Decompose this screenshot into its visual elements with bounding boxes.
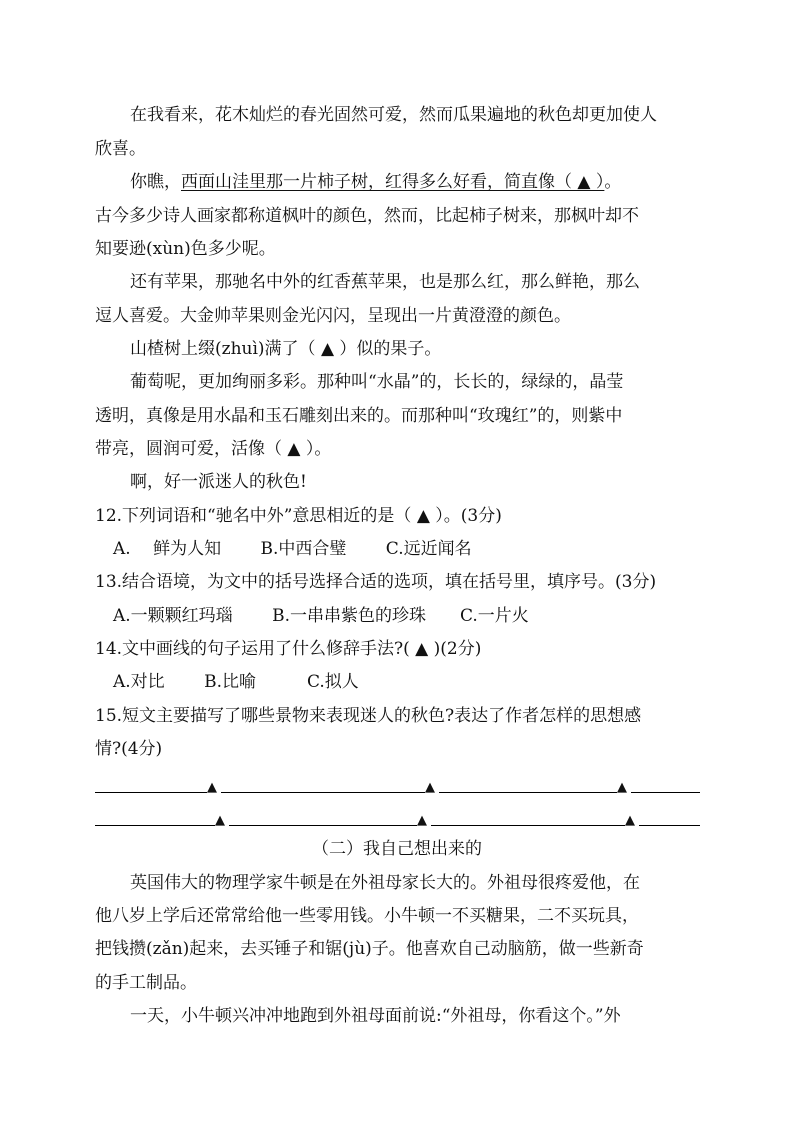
passage-line: 知要逊(xùn)色多少呢。 <box>95 239 276 259</box>
passage-line: 古今多少诗人画家都称道枫叶的颜色，然而，比起柿子树来，那枫叶却不 <box>95 206 639 226</box>
passage-line: 还有苹果，那驰名中外的红香蕉苹果，也是那么红，那么鲜艳，那么 <box>130 272 640 292</box>
answer-underline <box>631 792 700 793</box>
answer-line[interactable] <box>95 775 700 795</box>
passage-line-with-underline <box>130 172 621 192</box>
question-14: 14.文中画线的句子运用了什么修辞手法?( ▲ )(2分) <box>95 639 482 659</box>
passage-line: 在我看来，花木灿烂的春光固然可爱，然而瓜果遍地的秋色却更加使人 <box>130 105 657 125</box>
passage-line: 他八岁上学后还常常给他一些零用钱。小牛顿一不买糖果，二不买玩具， <box>95 906 639 926</box>
answer-underline <box>431 825 625 826</box>
question-15-cont: 情?(4分) <box>95 739 163 759</box>
answer-mark: ▲ <box>207 780 217 795</box>
answer-underline <box>95 825 215 826</box>
passage-line: 带亮，圆润可爱，活像（ ▲ ）。 <box>95 439 332 459</box>
answer-mark: ▲ <box>417 813 427 828</box>
passage-line: 山楂树上缀(zhuì)满了（ ▲ ）似的果子。 <box>130 339 442 359</box>
question-12: 12.下列词语和“驰名中外”意思相近的是（ ▲ ）。(3分) <box>95 506 502 526</box>
question-15: 15.短文主要描写了哪些景物来表现迷人的秋色?表达了作者怎样的思想感 <box>95 706 642 726</box>
passage-line: 的手工制品。 <box>95 973 197 993</box>
answer-mark: ▲ <box>625 813 635 828</box>
question-13: 13.结合语境，为文中的括号选择合适的选项，填在括号里，填序号。(3分) <box>95 572 657 592</box>
answer-underline <box>639 825 700 826</box>
passage-line: 葡萄呢，更加绚丽多彩。那种叫“水晶”的，长长的，绿绿的，晶莹 <box>130 372 624 392</box>
question-12-options: A. 鲜为人知 B.中西合璧 C.远近闻名 <box>113 539 472 559</box>
passage-line: 逗人喜爱。大金帅苹果则金光闪闪，呈现出一片黄澄澄的颜色。 <box>95 306 571 326</box>
passage-line: 一天，小牛顿兴冲冲地跑到外祖母面前说:“外祖母，你看这个。”外 <box>130 1006 621 1026</box>
answer-mark: ▲ <box>215 813 225 828</box>
answer-mark: ▲ <box>617 780 627 795</box>
answer-underline <box>439 792 617 793</box>
underlined-sentence: 西面山洼里那一片柿子树，红得多么好看，简直像（ ▲ ） <box>181 172 605 192</box>
answer-underline <box>95 792 207 793</box>
passage-line: 啊，好一派迷人的秋色! <box>130 472 307 492</box>
answer-line[interactable] <box>95 808 700 828</box>
passage-line: 把钱攒(zǎn)起来，去买锤子和锯(jù)子。他喜欢自己动脑筋，做一些新奇 <box>95 939 644 959</box>
text-fragment: 。 <box>604 172 622 192</box>
answer-underline <box>221 792 425 793</box>
answer-underline <box>229 825 417 826</box>
text-fragment: 你瞧， <box>130 172 181 192</box>
passage-line: 透明，真像是用水晶和玉石雕刻出来的。而那种叫“玫瑰红”的，则紫中 <box>95 406 623 426</box>
question-13-options: A.一颗颗红玛瑙 B.一串串紫色的珍珠 C.一片火 <box>113 606 529 626</box>
question-14-options: A.对比 B.比喻 C.拟人 <box>113 672 359 692</box>
section-title: （二）我自己想出来的 <box>312 839 482 859</box>
passage-line: 欣喜。 <box>95 139 146 159</box>
answer-mark: ▲ <box>425 780 435 795</box>
passage-line: 英国伟大的物理学家牛顿是在外祖母家长大的。外祖母很疼爱他，在 <box>130 873 640 893</box>
